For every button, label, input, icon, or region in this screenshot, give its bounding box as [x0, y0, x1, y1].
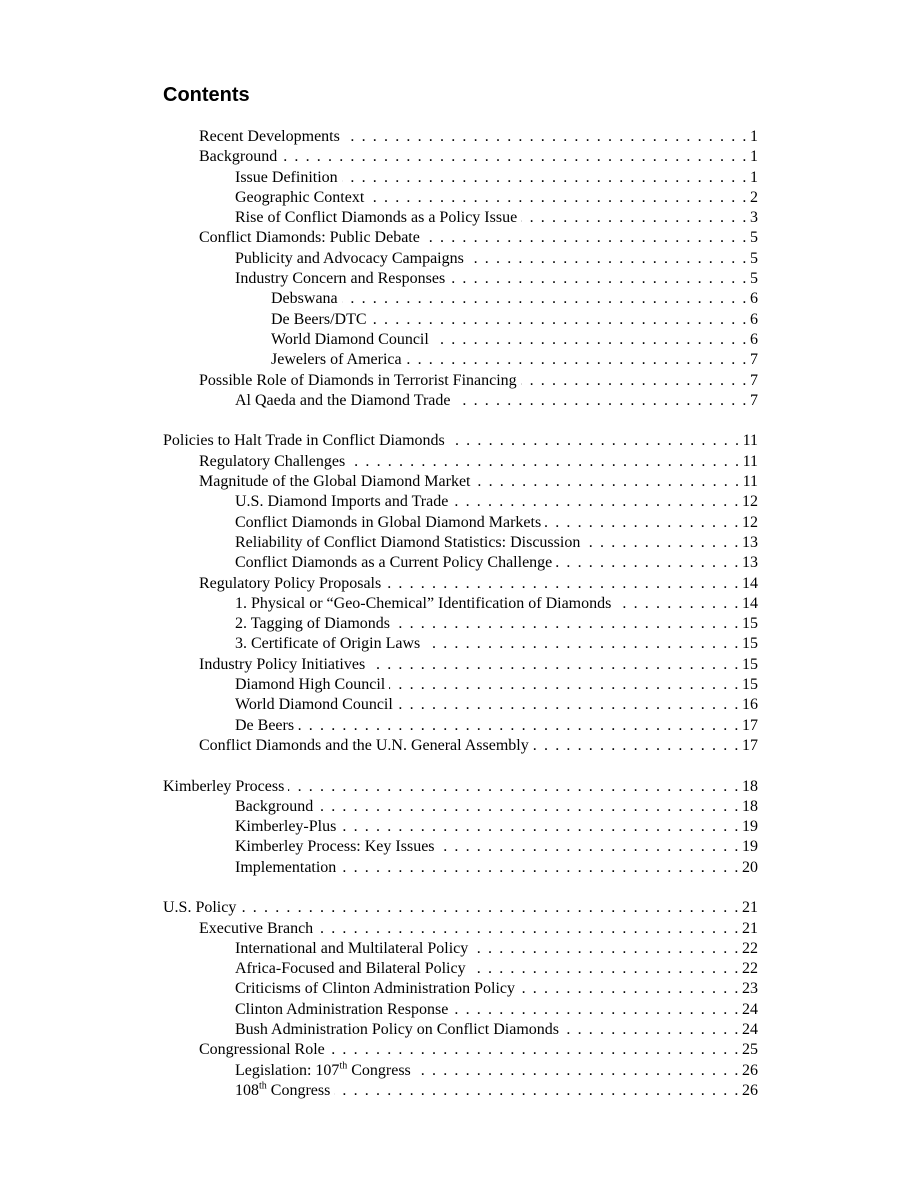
toc-page-number: 24	[742, 1000, 758, 1018]
toc-dot-leader	[584, 533, 740, 553]
toc-page-number: 13	[742, 554, 758, 572]
toc-dot-leader	[533, 736, 740, 756]
table-of-contents	[0, 127, 920, 1101]
toc-page-number: 19	[742, 818, 758, 836]
toc-page-number: 22	[742, 960, 758, 978]
toc-entry-label: Conflict Diamonds: Public Debate	[199, 229, 420, 247]
toc-page-number: 23	[742, 980, 758, 998]
toc-dot-leader	[455, 391, 748, 411]
toc-dot-leader	[415, 1061, 740, 1081]
toc-entry-label: 3. Certificate of Origin Laws	[235, 635, 421, 653]
toc-entry-label: Regulatory Challenges	[199, 452, 346, 470]
toc-dot-leader	[452, 1000, 740, 1020]
toc-dot-leader	[545, 513, 740, 533]
toc-page-number: 1	[750, 168, 758, 186]
toc-entry-label: 1. Physical or “Geo-Chemical” Identification of Diamonds	[235, 594, 612, 612]
toc-page-number: 21	[742, 899, 758, 917]
toc-dot-leader	[439, 837, 740, 857]
toc-page-number: 26	[742, 1081, 758, 1099]
toc-entry-label: Possible Role of Diamonds in Terrorist Financing	[199, 371, 517, 389]
toc-page-number: 16	[742, 696, 758, 714]
toc-page-number: 11	[742, 473, 758, 491]
toc-entry-label: 2. Tagging of Diamonds	[235, 615, 391, 633]
toc-page-number: 24	[742, 1021, 758, 1039]
toc-page-number: 5	[750, 249, 758, 267]
toc-dot-leader	[452, 492, 740, 512]
toc-page-number: 15	[742, 615, 758, 633]
toc-entry-clinton-response[interactable]	[0, 1000, 920, 1020]
toc-entry-certificate-of-origin[interactable]	[0, 634, 920, 654]
toc-dot-leader	[317, 919, 740, 939]
toc-page-number: 13	[742, 533, 758, 551]
toc-entry-africa-policy[interactable]	[0, 959, 920, 979]
toc-entry-label: U.S. Diamond Imports and Trade	[235, 493, 449, 511]
toc-entry-recent-developments[interactable]	[0, 127, 920, 147]
toc-page-number: 12	[742, 493, 758, 511]
toc-dot-leader	[424, 228, 748, 248]
toc-dot-leader	[340, 817, 740, 837]
toc-entry-bush-policy[interactable]	[0, 1020, 920, 1040]
toc-entry-terrorist-financing[interactable]	[0, 371, 920, 391]
toc-entry-background[interactable]	[0, 147, 920, 167]
toc-page-number: 14	[742, 594, 758, 612]
toc-dot-leader	[340, 858, 740, 878]
toc-entry-label: 108th Congress	[235, 1080, 331, 1099]
toc-entry-de-beers[interactable]	[0, 716, 920, 736]
toc-page-number: 17	[742, 736, 758, 754]
toc-dot-leader	[298, 716, 740, 736]
toc-entry-label: Recent Developments	[199, 128, 340, 145]
toc-entry-geographic-context[interactable]	[0, 188, 920, 208]
toc-entry-label: International and Multilateral Policy	[235, 939, 469, 957]
toc-dot-leader	[288, 777, 740, 797]
toc-entry-implementation[interactable]	[0, 858, 920, 878]
toc-dot-leader	[449, 431, 741, 451]
toc-page-number: 14	[742, 574, 758, 592]
toc-entry-label: Background	[235, 797, 314, 815]
toc-page-number: 7	[750, 351, 758, 369]
toc-entry-clinton-criticisms[interactable]	[0, 979, 920, 999]
toc-entry-label: Kimberley-Plus	[235, 818, 337, 836]
toc-entry-label: Policies to Halt Trade in Conflict Diamonds	[163, 432, 445, 450]
toc-entry-label: Regulatory Policy Proposals	[199, 574, 382, 592]
toc-entry-label: Industry Concern and Responses	[235, 270, 446, 288]
toc-entry-us-imports[interactable]	[0, 492, 920, 512]
toc-entry-kp-background[interactable]	[0, 797, 920, 817]
toc-entry-label: Industry Policy Initiatives	[199, 655, 366, 673]
toc-dot-leader	[317, 797, 740, 817]
toc-page-number: 2	[750, 188, 758, 206]
toc-entry-un-general-assembly[interactable]	[0, 736, 920, 756]
toc-dot-leader	[385, 574, 740, 594]
toc-entry-label: Implementation	[235, 858, 337, 876]
toc-entry-label: Conflict Diamonds in Global Diamond Markets	[235, 513, 542, 531]
toc-entry-label: Conflict Diamonds and the U.N. General Assembly	[199, 736, 529, 754]
toc-entry-label: Bush Administration Policy on Conflict Diamonds	[235, 1021, 559, 1039]
toc-entry-industry-concern[interactable]	[0, 269, 920, 289]
toc-dot-leader	[433, 330, 748, 350]
toc-entry-issue-definition[interactable]	[0, 168, 920, 188]
toc-entry-regulatory-challenges[interactable]	[0, 452, 920, 472]
toc-entry-label: Publicity and Advocacy Campaigns	[235, 249, 464, 267]
toc-dot-leader	[329, 1040, 740, 1060]
toc-page-number: 18	[742, 777, 758, 795]
toc-entry-label: Kimberley Process	[163, 777, 285, 795]
toc-page-number: 6	[750, 330, 758, 348]
toc-page-number: 5	[750, 270, 758, 288]
toc-entry-108-congress[interactable]	[0, 1081, 920, 1101]
toc-entry-label: Criticisms of Clinton Administration Policy	[235, 980, 516, 998]
toc-entry-kp-key-issues[interactable]	[0, 837, 920, 857]
toc-page-number: 19	[742, 838, 758, 856]
toc-entry-publicity-campaigns[interactable]	[0, 249, 920, 269]
toc-entry-al-qaeda[interactable]	[0, 391, 920, 411]
toc-dot-leader	[334, 1081, 740, 1101]
toc-dot-leader	[521, 208, 748, 228]
toc-entry-physical-identification[interactable]	[0, 594, 920, 614]
toc-entry-magnitude-of-market[interactable]	[0, 472, 920, 492]
toc-page-number: 15	[742, 635, 758, 653]
toc-page-number: 6	[750, 290, 758, 308]
toc-entry-debswana[interactable]	[0, 289, 920, 309]
toc-entry-global-markets[interactable]	[0, 513, 920, 533]
toc-page-number: 11	[742, 452, 758, 470]
page-title: Contents	[163, 84, 250, 106]
toc-dot-leader	[389, 675, 740, 695]
toc-page-number: 26	[742, 1061, 758, 1079]
toc-entry-label: De Beers	[235, 716, 295, 734]
toc-entry-label: Congressional Role	[199, 1041, 325, 1059]
toc-dot-leader	[349, 452, 740, 472]
toc-entry-legislation-107[interactable]	[0, 1061, 920, 1081]
toc-entry-label: Issue Definition	[235, 168, 338, 186]
toc-page-number: 5	[750, 229, 758, 247]
toc-dot-leader	[472, 939, 740, 959]
toc-dot-leader	[342, 289, 748, 309]
toc-entry-policies-to-halt-trade[interactable]	[0, 431, 920, 451]
toc-entry-current-policy-challenge[interactable]	[0, 553, 920, 573]
toc-entry-de-beers-dtc[interactable]	[0, 310, 920, 330]
toc-dot-leader	[369, 655, 740, 675]
toc-dot-leader	[615, 594, 740, 614]
toc-entry-diamond-high-council[interactable]	[0, 675, 920, 695]
toc-entry-label: U.S. Policy	[163, 899, 237, 917]
toc-page-number: 6	[750, 310, 758, 328]
toc-dot-leader	[371, 310, 748, 330]
toc-dot-leader	[406, 350, 748, 370]
toc-dot-leader	[468, 249, 748, 269]
toc-entry-regulatory-proposals[interactable]	[0, 574, 920, 594]
toc-page-number: 15	[742, 676, 758, 694]
toc-page-number: 1	[750, 128, 758, 145]
toc-dot-leader	[449, 269, 748, 289]
toc-page-number: 7	[750, 391, 758, 409]
toc-entry-label: Kimberley Process: Key Issues	[235, 838, 435, 856]
toc-dot-leader	[470, 959, 740, 979]
toc-page-number: 25	[742, 1041, 758, 1059]
toc-entry-kimberley-process[interactable]	[0, 777, 920, 797]
toc-entry-world-diamond-council-2[interactable]	[0, 695, 920, 715]
toc-page-number: 20	[742, 858, 758, 876]
toc-entry-us-policy[interactable]	[0, 898, 920, 918]
toc-entry-label: Geographic Context	[235, 188, 365, 206]
toc-entry-label: Diamond High Council	[235, 676, 386, 694]
toc-entry-label: Legislation: 107th Congress	[235, 1060, 411, 1079]
toc-dot-leader	[342, 168, 748, 188]
toc-dot-leader	[394, 614, 740, 634]
toc-page-number: 15	[742, 655, 758, 673]
toc-page-number: 11	[742, 432, 758, 450]
toc-entry-kimberley-plus[interactable]	[0, 817, 920, 837]
toc-dot-leader	[281, 147, 748, 167]
toc-entry-industry-initiatives[interactable]	[0, 655, 920, 675]
toc-dot-leader	[563, 1020, 740, 1040]
toc-entry-rise-of-conflict-diamonds[interactable]	[0, 208, 920, 228]
toc-dot-leader	[556, 553, 740, 573]
toc-dot-leader	[344, 127, 748, 147]
toc-page-number: 1	[750, 148, 758, 166]
toc-entry-label: Clinton Administration Response	[235, 1000, 449, 1018]
toc-page-number: 3	[750, 209, 758, 227]
toc-entry-label: Al Qaeda and the Diamond Trade	[235, 391, 451, 409]
toc-entry-label: Executive Branch	[199, 919, 314, 937]
toc-dot-leader	[424, 634, 740, 654]
toc-entry-international-policy[interactable]	[0, 939, 920, 959]
toc-entry-jewelers-of-america[interactable]	[0, 350, 920, 370]
toc-entry-label: Debswana	[271, 290, 338, 308]
toc-entry-label: Reliability of Conflict Diamond Statistics: Discussion	[235, 533, 581, 551]
toc-dot-leader	[475, 472, 741, 492]
toc-entry-label: Rise of Conflict Diamonds as a Policy Issue	[235, 209, 518, 227]
toc-entry-public-debate[interactable]	[0, 228, 920, 248]
toc-entry-label: De Beers/DTC	[271, 310, 367, 328]
toc-entry-tagging[interactable]	[0, 614, 920, 634]
toc-dot-leader	[519, 979, 740, 999]
toc-dot-leader	[397, 695, 740, 715]
toc-dot-leader	[240, 898, 740, 918]
toc-entry-label: Background	[199, 148, 278, 166]
toc-page-number: 7	[750, 371, 758, 389]
toc-entry-world-diamond-council[interactable]	[0, 330, 920, 350]
toc-entry-reliability-statistics[interactable]	[0, 533, 920, 553]
toc-dot-leader	[521, 371, 748, 391]
toc-entry-label: World Diamond Council	[271, 330, 429, 348]
toc-page-number: 12	[742, 513, 758, 531]
toc-page-number: 21	[742, 919, 758, 937]
toc-entry-label: Africa-Focused and Bilateral Policy	[235, 960, 466, 978]
toc-entry-label: World Diamond Council	[235, 696, 393, 714]
toc-page-number: 17	[742, 716, 758, 734]
toc-page-number: 18	[742, 797, 758, 815]
toc-dot-leader	[368, 188, 748, 208]
toc-page-number: 22	[742, 939, 758, 957]
toc-entry-congressional-role[interactable]	[0, 1040, 920, 1060]
toc-entry-label: Jewelers of America	[271, 351, 402, 369]
toc-entry-label: Magnitude of the Global Diamond Market	[199, 473, 471, 491]
toc-entry-label: Conflict Diamonds as a Current Policy Challenge	[235, 554, 553, 572]
toc-entry-executive-branch[interactable]	[0, 919, 920, 939]
